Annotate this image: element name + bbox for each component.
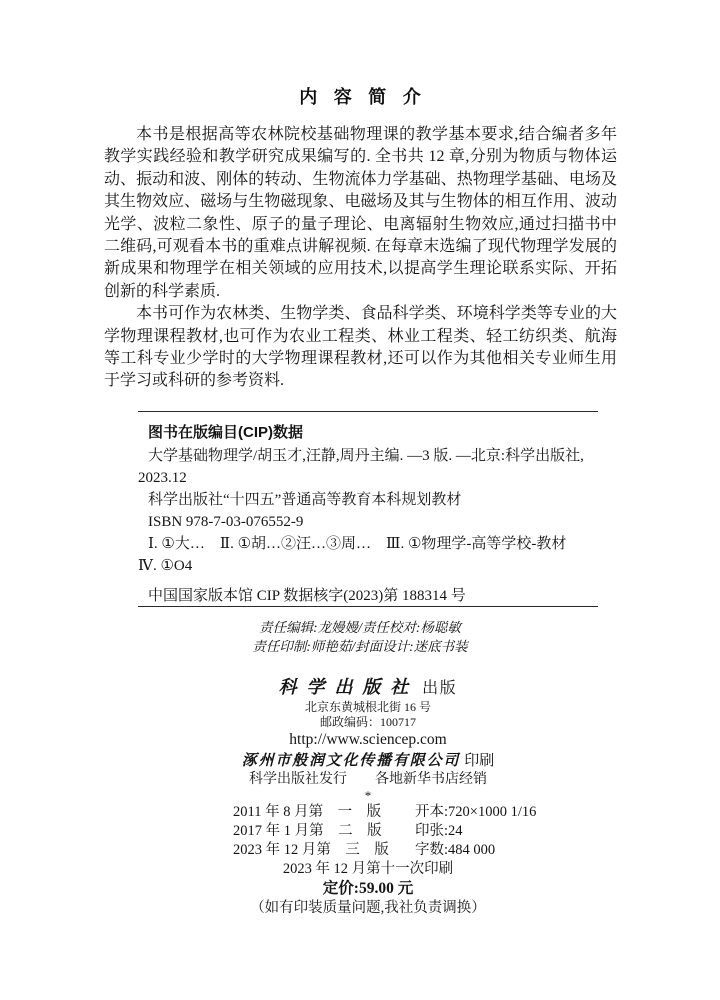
publish-label: 出版 xyxy=(422,679,458,697)
publisher-line xyxy=(138,676,598,700)
edition-date-2: 2017 年 1 月第 二 版 xyxy=(233,822,382,839)
intro-title: 内 容 简 介 xyxy=(299,87,421,107)
cip-section xyxy=(138,421,620,605)
separator-star: * xyxy=(364,787,372,803)
edition-date-1: 2011 年 8 月第 一 版 xyxy=(233,803,382,820)
edition-sheets: 印张:24 xyxy=(415,822,463,839)
edition-row-3 xyxy=(233,841,598,860)
credits-line-editor: 责任编辑:龙嫚嫚/责任校对:杨聪敏 xyxy=(259,619,461,635)
staff-credits xyxy=(0,618,720,656)
edition-format: 开本:720×1000 1/16 xyxy=(415,803,537,820)
colophon-section xyxy=(138,676,598,918)
edition-table xyxy=(233,803,598,860)
divider-top xyxy=(138,411,598,412)
cip-line-class-code: Ⅳ. ①O4 xyxy=(138,557,193,574)
cip-heading: 图书在版编目(CIP)数据 xyxy=(148,423,303,441)
cip-record-number: 中国国家版本馆 CIP 数据核字(2023)第 188314 号 xyxy=(148,587,466,604)
publisher-address: 北京东黄城根北街 16 号 xyxy=(304,699,431,714)
quality-note: （如有印装质量问题,我社负责调换） xyxy=(250,899,486,916)
publisher-url: http://www.sciencep.com xyxy=(289,730,447,748)
edition-date-3: 2023 年 12 月第 三 版 xyxy=(233,841,389,858)
printing-info: 2023 年 12 月第十一次印刷 xyxy=(282,860,454,877)
edition-wordcount: 字数:484 000 xyxy=(415,841,496,858)
publisher-logo: 科学出版社 xyxy=(278,676,419,697)
credits-line-print: 责任印制:师艳茹/封面设计:迷底书装 xyxy=(252,638,468,654)
cip-line-title: 大学基础物理学/胡玉才,汪静,周丹主编. —3 版. —北京:科学出版社, xyxy=(148,447,584,464)
price-line: 定价:59.00 元 xyxy=(322,879,414,897)
cip-line-isbn: ISBN 978-7-03-076552-9 xyxy=(148,513,304,530)
cip-line-series: 科学出版社“十四五”普通高等教育本科规划教材 xyxy=(148,491,462,508)
edition-row-1 xyxy=(233,803,598,822)
cip-line-classification: Ⅰ. ①大… Ⅱ. ①胡…②汪…③周… Ⅲ. ①物理学-高等学校-教材 xyxy=(148,535,567,552)
print-label: 印刷 xyxy=(464,752,495,769)
intro-paragraph-2: 本书可作为农林类、生物学类、食品科学类、环境科学类等专业的大学物理课程教材,也可作为农业工程类、林业工程类、轻工纺织类、航海等工科专业少学时的大学物理课程教材,还可以作为其他相关专业师生用于学习或科研的参考资料. xyxy=(104,305,617,390)
edition-row-2 xyxy=(233,822,598,841)
distribution-line: 科学出版社发行 各地新华书店经销 xyxy=(249,771,487,787)
divider-bottom xyxy=(138,606,598,607)
cip-line-year: 2023.12 xyxy=(138,469,187,486)
intro-paragraph-1: 本书是根据高等农林院校基础物理课的教学基本要求,结合编者多年教学实践经验和教学研究成果编写的. 全书共 12 章,分别为物质与物体运动、振动和波、刚体的转动、生物流体力学基础、热物理学基础、电场及其生物效应、磁场与生物磁现象、电磁场及其与生物体的相互作用、波动光学、波粒二象性、原子的量子理论、电离辐射生物效应,通过扫描书中二维码,可观看本书的重难点讲解视频. 在每章末选编了现代物理学发展的新成果和物理学在相关领域的应用技术,以提高学生理论联系实际、开拓创新的科学素质. xyxy=(104,126,617,300)
publisher-postcode: 邮政编码：100717 xyxy=(319,714,416,729)
printer-name: 涿州市般润文化传播有限公司 xyxy=(241,752,461,769)
intro-section xyxy=(104,124,617,393)
printer-line xyxy=(138,751,598,771)
